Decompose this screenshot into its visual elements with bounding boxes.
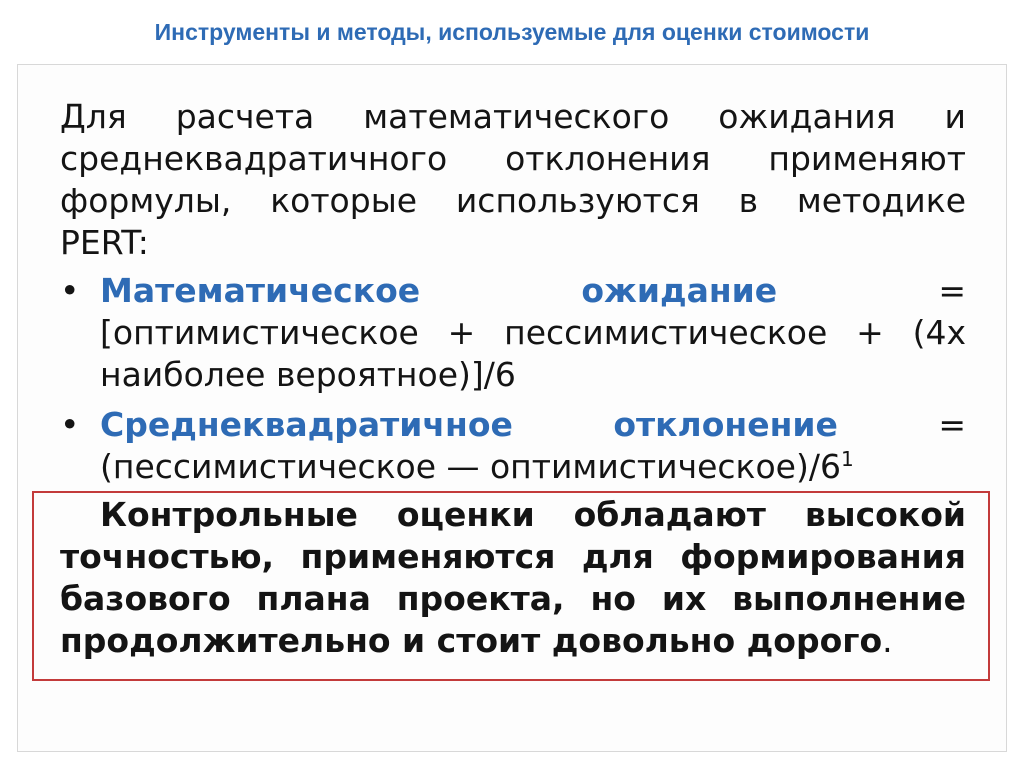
footnote-superscript: 1 [840,447,854,471]
boxed-line [60,620,966,662]
boxed-line-text: продолжительно и стоит довольно дорого [60,621,883,660]
formula-line [100,446,966,488]
bullet-marker: • [60,271,80,310]
intro-paragraph [60,96,966,264]
bullet-term: ожидание [581,271,778,310]
formula-text: (пессимистическое — оптимистическое)/6 [100,447,841,486]
equals-sign: = [938,405,966,444]
boxed-line: базового плана проекта, но их выполнение [60,579,966,618]
bullet-heading-line [100,404,966,446]
intro-line: Для расчета математического ожидания и [60,97,966,136]
formula-line: наиболее вероятное)]/6 [100,355,516,394]
boxed-line: точностью, применяются для формирования [60,537,966,576]
intro-line: формулы, которые используются в методике [60,181,966,220]
formula-line: [оптимистическое + пессимистическое + (4x [100,313,966,352]
bullet-marker: • [60,405,80,444]
bullet-term: отклонение [613,405,838,444]
boxed-paragraph [60,494,966,662]
bullet-heading-line [100,270,966,312]
bullet-expected-value [60,270,966,396]
intro-line: среднеквадратичного отклонения применяют [60,139,966,178]
boxed-line-text: Контрольные оценки обладают высокой [100,495,966,534]
bullet-term: Среднеквадратичное [100,405,513,444]
bullet-std-deviation [60,404,966,488]
intro-line: PERT: [60,223,149,262]
bullet-term: Математическое [100,271,421,310]
equals-sign: = [938,271,966,310]
slide-title: Инструменты и методы, используемые для оценки стоимости [154,19,870,45]
boxed-line [60,494,966,536]
end-period: . [882,621,893,660]
